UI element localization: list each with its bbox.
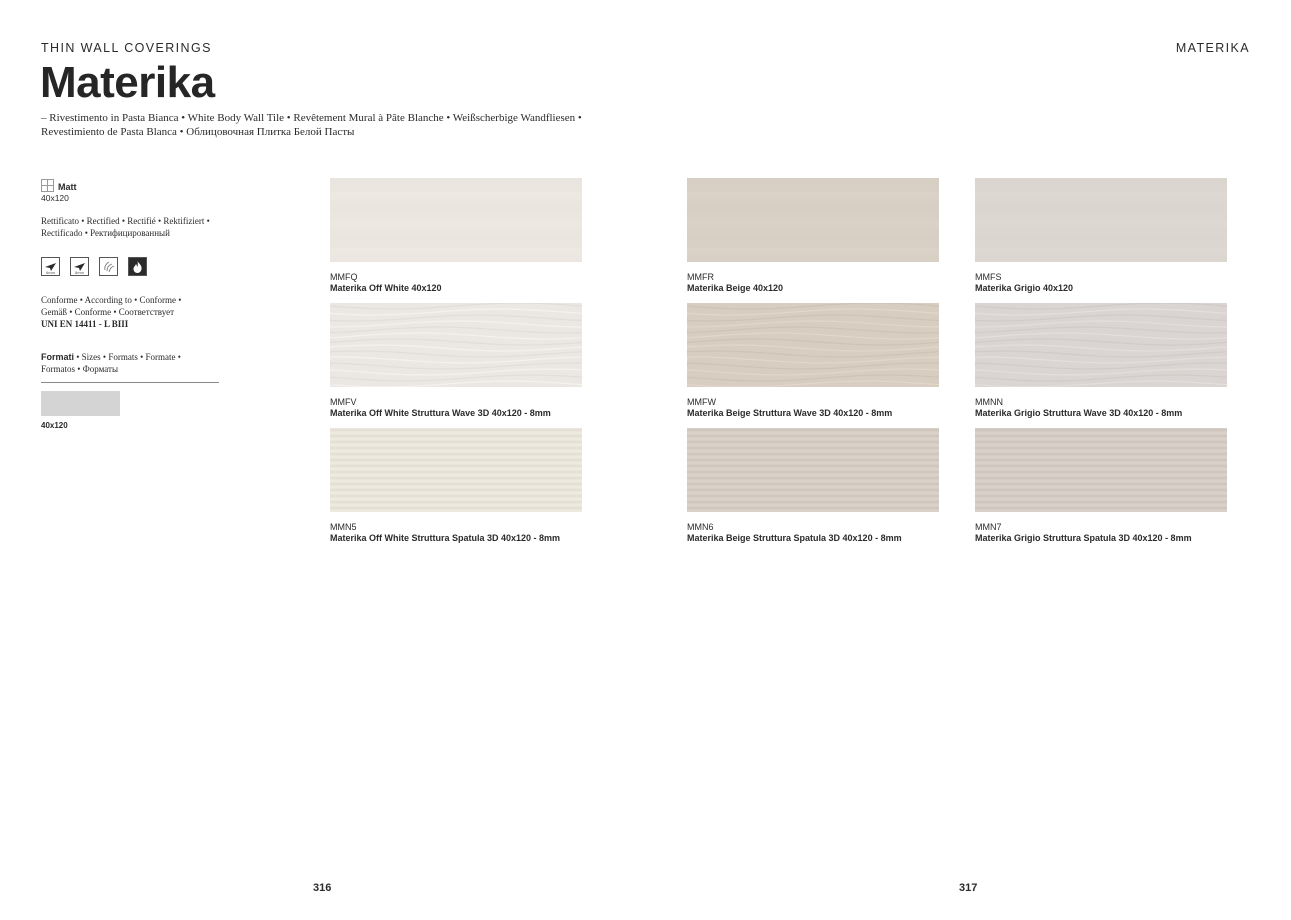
tile-texture bbox=[687, 178, 939, 262]
tile-image bbox=[330, 303, 582, 387]
product-caption bbox=[975, 522, 1192, 544]
subtitle bbox=[41, 111, 601, 139]
product-name: Materika Off White Struttura Spatula 3D 40x120 - 8mm bbox=[330, 533, 561, 543]
product-name: Materika Beige 40x120 bbox=[687, 283, 784, 293]
tile-texture bbox=[687, 428, 939, 512]
tile-texture bbox=[330, 303, 582, 387]
norm-label: UNI EN 14411 - L BIII bbox=[41, 319, 129, 329]
formats-heading: Formati bbox=[41, 352, 75, 362]
formats-languages: • Sizes • Formats • Formate • bbox=[74, 352, 181, 362]
product-caption bbox=[330, 522, 560, 544]
size-label: 40x120 bbox=[41, 193, 69, 203]
product-caption bbox=[687, 272, 783, 294]
product-name: Materika Off White 40x120 bbox=[330, 283, 442, 293]
page-number-left: 316 bbox=[313, 882, 332, 894]
format-swatch-label: 40x120 bbox=[41, 421, 68, 430]
rectified-line-2: Rectificado • Ректифицированный bbox=[41, 228, 170, 238]
product-name: Materika Beige Struttura Spatula 3D 40x120 - 8mm bbox=[687, 533, 902, 543]
tile-texture bbox=[330, 178, 582, 262]
tile-texture bbox=[975, 303, 1227, 387]
conforme-line-1: Conforme • According to • Conforme • bbox=[41, 295, 182, 305]
rectified-text bbox=[41, 215, 210, 239]
format-swatch bbox=[41, 391, 120, 416]
thickness-6mm-icon bbox=[41, 257, 60, 276]
finish-label: Matt bbox=[58, 182, 77, 192]
product-name: Materika Grigio Struttura Spatula 3D 40x120 - 8mm bbox=[975, 533, 1192, 543]
tile-image bbox=[975, 178, 1227, 262]
property-icons bbox=[41, 257, 147, 276]
product-name: Materika Beige Struttura Wave 3D 40x120 - 8mm bbox=[687, 408, 893, 418]
subtitle-line-2: Revestimiento de Pasta Blanca • Облицовочная Плитка Белой Пасты bbox=[41, 126, 355, 138]
tile-image bbox=[687, 178, 939, 262]
finish-row bbox=[41, 178, 77, 192]
conforme-line-2: Gemäß • Conforme • Соответствует bbox=[41, 307, 175, 317]
product-code: MMFR bbox=[687, 272, 714, 282]
product-code: MMN7 bbox=[975, 522, 1002, 532]
page-title: Materika bbox=[40, 58, 215, 107]
thickness-8mm-icon bbox=[70, 257, 89, 276]
tile-texture bbox=[330, 428, 582, 512]
tile-texture bbox=[975, 178, 1227, 262]
brand-label: MATERIKA bbox=[1175, 41, 1250, 55]
tile-image bbox=[687, 303, 939, 387]
product-code: MMFV bbox=[330, 397, 357, 407]
product-caption bbox=[975, 397, 1182, 419]
formats-text bbox=[41, 351, 181, 375]
tile-texture bbox=[687, 303, 939, 387]
product-code: MMFQ bbox=[330, 272, 358, 282]
product-name: Materika Grigio 40x120 bbox=[975, 283, 1074, 293]
icon-label-6mm: 6mm bbox=[46, 270, 55, 275]
formats-line-1 bbox=[41, 351, 181, 363]
fire-resistant-icon bbox=[128, 257, 147, 276]
tile-image bbox=[330, 428, 582, 512]
tile-image bbox=[975, 303, 1227, 387]
product-code: MMFW bbox=[687, 397, 716, 407]
product-caption bbox=[330, 272, 442, 294]
product-code: MMN5 bbox=[330, 522, 357, 532]
page-number-right: 317 bbox=[959, 882, 978, 894]
category-label: THIN WALL COVERINGS bbox=[41, 41, 212, 55]
tile-image bbox=[330, 178, 582, 262]
product-name: Materika Off White Struttura Wave 3D 40x120 - 8mm bbox=[330, 408, 551, 418]
product-caption bbox=[687, 522, 902, 544]
formats-line-2: Formatos • Форматы bbox=[41, 364, 119, 374]
tile-image bbox=[975, 428, 1227, 512]
divider bbox=[41, 382, 219, 383]
matt-finish-icon bbox=[41, 179, 54, 192]
subtitle-line-1: – Rivestimento in Pasta Bianca • White Body Wall Tile • Revêtement Mural à Pâte Blanche • Weißscherbige Wandfliesen • bbox=[41, 112, 582, 124]
conformity-text bbox=[41, 294, 181, 330]
product-code: MMFS bbox=[975, 272, 1002, 282]
rectified-line-1: Rettificato • Rectified • Rectifié • Rektifiziert • bbox=[41, 216, 210, 226]
tile-image bbox=[687, 428, 939, 512]
product-caption bbox=[330, 397, 551, 419]
frost-resistant-icon bbox=[99, 257, 118, 276]
product-caption bbox=[975, 272, 1073, 294]
icon-label-8mm: 8mm bbox=[75, 270, 84, 275]
product-name: Materika Grigio Struttura Wave 3D 40x120 - 8mm bbox=[975, 408, 1183, 418]
product-caption bbox=[687, 397, 892, 419]
product-code: MMNN bbox=[975, 397, 1003, 407]
product-code: MMN6 bbox=[687, 522, 714, 532]
tile-texture bbox=[975, 428, 1227, 512]
